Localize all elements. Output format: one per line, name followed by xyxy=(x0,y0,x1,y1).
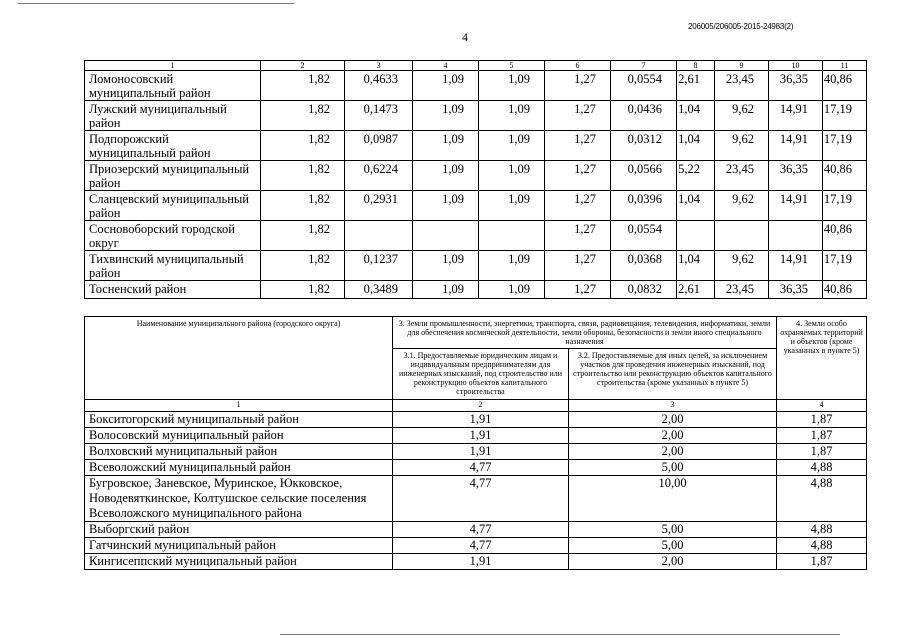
document-code: 206005/206005-2015-24983(2) xyxy=(688,22,794,31)
rate-cell: 1,09 xyxy=(413,191,479,221)
municipality-name: Ломоносовский муниципальный район xyxy=(85,71,261,101)
municipality-name: Тихвинский муниципальный район xyxy=(85,251,261,281)
rate-cell: 9,62 xyxy=(715,251,769,281)
rate-cell: 17,19 xyxy=(823,191,867,221)
rate-cell: 10,00 xyxy=(569,476,777,522)
rate-cell: 36,35 xyxy=(769,71,823,101)
rate-cell: 17,19 xyxy=(823,131,867,161)
table-row xyxy=(85,71,867,101)
rate-cell: 1,27 xyxy=(545,161,611,191)
municipality-name: Тосненский район xyxy=(85,281,261,299)
rate-cell: 0,0396 xyxy=(611,191,677,221)
rate-cell: 4,77 xyxy=(393,538,569,554)
rate-cell: 1,09 xyxy=(413,101,479,131)
rate-cell: 23,45 xyxy=(715,71,769,101)
rate-cell: 36,35 xyxy=(769,281,823,299)
table-body xyxy=(85,61,867,299)
rate-cell: 23,45 xyxy=(715,281,769,299)
rate-cell: 40,86 xyxy=(823,161,867,191)
table-row xyxy=(85,221,867,251)
rate-cell: 1,09 xyxy=(413,161,479,191)
rate-cell: 1,09 xyxy=(479,191,545,221)
column-number: 8 xyxy=(677,61,715,71)
rate-cell: 0,0554 xyxy=(611,221,677,251)
rate-cell: 17,19 xyxy=(823,101,867,131)
rate-cell: 1,87 xyxy=(777,554,867,570)
rate-cell: 1,91 xyxy=(393,554,569,570)
rate-cell: 1,09 xyxy=(479,101,545,131)
rate-cell: 40,86 xyxy=(823,221,867,251)
rate-cell: 2,61 xyxy=(677,71,715,101)
rate-cell: 9,62 xyxy=(715,131,769,161)
header-row xyxy=(85,317,867,349)
table-row xyxy=(85,522,867,538)
rate-cell: 0,6224 xyxy=(345,161,413,191)
top-edge-line xyxy=(18,3,294,4)
rate-cell: 0,2931 xyxy=(345,191,413,221)
column-number: 2 xyxy=(393,400,569,412)
rate-cell: 1,27 xyxy=(545,221,611,251)
rate-cell: 40,86 xyxy=(823,71,867,101)
rate-cell: 1,27 xyxy=(545,71,611,101)
municipality-name: Бокситогорский муниципальный район xyxy=(85,412,393,428)
municipality-name: Гатчинский муниципальный район xyxy=(85,538,393,554)
rates-table-upper xyxy=(84,60,867,299)
rate-cell: 1,87 xyxy=(777,412,867,428)
rate-cell: 0,1473 xyxy=(345,101,413,131)
table-row xyxy=(85,281,867,299)
header-industrial-lands: 3. Земли промышленности, энергетики, транспорта, связи, радиовещания, телевидения, информатики, земли для обеспечения космической деятельности, земли обороны, безопасности и земли иного специального назначения xyxy=(393,317,777,349)
rate-cell: 14,91 xyxy=(769,131,823,161)
column-number: 10 xyxy=(769,61,823,71)
municipality-name: Всеволожский муниципальный район xyxy=(85,460,393,476)
rate-cell: 1,09 xyxy=(479,71,545,101)
rate-cell: 0,0312 xyxy=(611,131,677,161)
table-row xyxy=(85,538,867,554)
table-row xyxy=(85,412,867,428)
rate-cell: 9,62 xyxy=(715,191,769,221)
municipality-name: Сосновоборский городской округ xyxy=(85,221,261,251)
rate-cell: 1,09 xyxy=(413,131,479,161)
rate-cell: 4,77 xyxy=(393,476,569,522)
rate-cell: 2,00 xyxy=(569,554,777,570)
table-row xyxy=(85,191,867,221)
rate-cell: 1,82 xyxy=(261,281,345,299)
column-number: 3 xyxy=(569,400,777,412)
rate-cell: 1,09 xyxy=(479,131,545,161)
rate-cell: 1,09 xyxy=(479,281,545,299)
header-3-1: 3.1. Предоставляемые юридическим лицам и индивидуальным предпринимателям для инженерных изысканий, под строительство или реконструкцию объектов капитального строительства xyxy=(393,349,569,400)
rate-cell: 1,04 xyxy=(677,131,715,161)
municipality-name: Волховский муниципальный район xyxy=(85,444,393,460)
rate-cell: 2,00 xyxy=(569,444,777,460)
rate-cell xyxy=(345,221,413,251)
rate-cell: 40,86 xyxy=(823,281,867,299)
column-number-row xyxy=(85,61,867,71)
rate-cell: 1,82 xyxy=(261,251,345,281)
municipality-name: Выборгский район xyxy=(85,522,393,538)
municipality-name: Лужский муниципальный район xyxy=(85,101,261,131)
rate-cell xyxy=(769,221,823,251)
table-row xyxy=(85,460,867,476)
column-number-row xyxy=(85,400,867,412)
rate-cell: 1,09 xyxy=(413,281,479,299)
rate-cell: 0,0554 xyxy=(611,71,677,101)
column-number: 6 xyxy=(545,61,611,71)
rate-cell: 1,82 xyxy=(261,161,345,191)
table-row xyxy=(85,554,867,570)
rate-cell: 0,4633 xyxy=(345,71,413,101)
column-number: 2 xyxy=(261,61,345,71)
rate-cell: 5,00 xyxy=(569,538,777,554)
header-protected-lands: 4. Земли особо охраняемых территорий и объектов (кроме указанных в пункте 5) xyxy=(777,317,867,400)
rate-cell xyxy=(413,221,479,251)
rate-cell: 1,09 xyxy=(479,161,545,191)
rate-cell: 36,35 xyxy=(769,161,823,191)
rate-cell: 2,61 xyxy=(677,281,715,299)
rate-cell: 0,1237 xyxy=(345,251,413,281)
column-number: 5 xyxy=(479,61,545,71)
rate-cell: 0,0368 xyxy=(611,251,677,281)
rate-cell: 1,91 xyxy=(393,428,569,444)
rate-cell: 1,27 xyxy=(545,131,611,161)
municipality-name: Кингисеппский муниципальный район xyxy=(85,554,393,570)
column-number: 9 xyxy=(715,61,769,71)
rate-cell: 4,88 xyxy=(777,538,867,554)
rate-cell: 1,27 xyxy=(545,191,611,221)
rate-cell: 17,19 xyxy=(823,251,867,281)
rate-cell: 5,22 xyxy=(677,161,715,191)
column-number: 1 xyxy=(85,400,393,412)
rate-cell xyxy=(715,221,769,251)
rate-cell: 1,09 xyxy=(479,251,545,281)
table-row xyxy=(85,131,867,161)
rate-cell: 0,3489 xyxy=(345,281,413,299)
rate-cell: 1,82 xyxy=(261,221,345,251)
rate-cell: 14,91 xyxy=(769,251,823,281)
column-number: 1 xyxy=(85,61,261,71)
rate-cell: 1,87 xyxy=(777,428,867,444)
column-number: 11 xyxy=(823,61,867,71)
rate-cell: 1,04 xyxy=(677,101,715,131)
table-row xyxy=(85,251,867,281)
rate-cell: 0,0832 xyxy=(611,281,677,299)
municipality-name: Бугровское, Заневское, Муринское, Юкковское, Новодевяткинское, Колтушское сельские поселения Всеволожского муниципального района xyxy=(85,476,393,522)
column-number: 3 xyxy=(345,61,413,71)
table-row xyxy=(85,476,867,522)
header-3-2: 3.2. Предоставляемые для иных целей, за исключением участков для проведения инженерных изысканий, под строительство или реконструкцию объектов капитального строительства (кроме указанных в пункте 5) xyxy=(569,349,777,400)
rate-cell xyxy=(479,221,545,251)
rate-cell: 1,91 xyxy=(393,444,569,460)
rate-cell: 1,82 xyxy=(261,131,345,161)
table-row xyxy=(85,101,867,131)
rate-cell: 4,77 xyxy=(393,522,569,538)
rate-cell: 1,27 xyxy=(545,251,611,281)
table-row xyxy=(85,444,867,460)
rate-cell: 1,04 xyxy=(677,191,715,221)
municipality-name: Подпорожский муниципальный район xyxy=(85,131,261,161)
rate-cell: 1,91 xyxy=(393,412,569,428)
municipality-name: Приозерский муниципальный район xyxy=(85,161,261,191)
bottom-edge-line xyxy=(280,634,840,635)
rate-cell: 0,0566 xyxy=(611,161,677,191)
rate-cell: 1,87 xyxy=(777,444,867,460)
rate-cell: 4,77 xyxy=(393,460,569,476)
rates-table-lower xyxy=(84,316,867,570)
table-row xyxy=(85,161,867,191)
rate-cell: 1,04 xyxy=(677,251,715,281)
page-number: 4 xyxy=(462,30,468,44)
rate-cell: 14,91 xyxy=(769,101,823,131)
rate-cell: 5,00 xyxy=(569,522,777,538)
rate-cell: 4,88 xyxy=(777,476,867,522)
rate-cell: 0,0436 xyxy=(611,101,677,131)
table-row xyxy=(85,428,867,444)
rate-cell: 1,82 xyxy=(261,101,345,131)
rate-cell: 5,00 xyxy=(569,460,777,476)
header-municipality: Наименование муниципального района (городского округа) xyxy=(85,317,393,400)
rate-cell: 4,88 xyxy=(777,460,867,476)
rate-cell: 1,09 xyxy=(413,71,479,101)
column-number: 4 xyxy=(777,400,867,412)
rate-cell: 2,00 xyxy=(569,428,777,444)
table-body xyxy=(85,317,867,570)
rate-cell: 1,09 xyxy=(413,251,479,281)
rate-cell xyxy=(677,221,715,251)
rate-cell: 1,27 xyxy=(545,281,611,299)
rate-cell: 1,82 xyxy=(261,191,345,221)
rate-cell: 23,45 xyxy=(715,161,769,191)
municipality-name: Сланцевский муниципальный район xyxy=(85,191,261,221)
rate-cell: 4,88 xyxy=(777,522,867,538)
rate-cell: 1,82 xyxy=(261,71,345,101)
column-number: 7 xyxy=(611,61,677,71)
rate-cell: 9,62 xyxy=(715,101,769,131)
rate-cell: 0,0987 xyxy=(345,131,413,161)
column-number: 4 xyxy=(413,61,479,71)
rate-cell: 2,00 xyxy=(569,412,777,428)
rate-cell: 1,27 xyxy=(545,101,611,131)
rate-cell: 14,91 xyxy=(769,191,823,221)
municipality-name: Волосовский муниципальный район xyxy=(85,428,393,444)
